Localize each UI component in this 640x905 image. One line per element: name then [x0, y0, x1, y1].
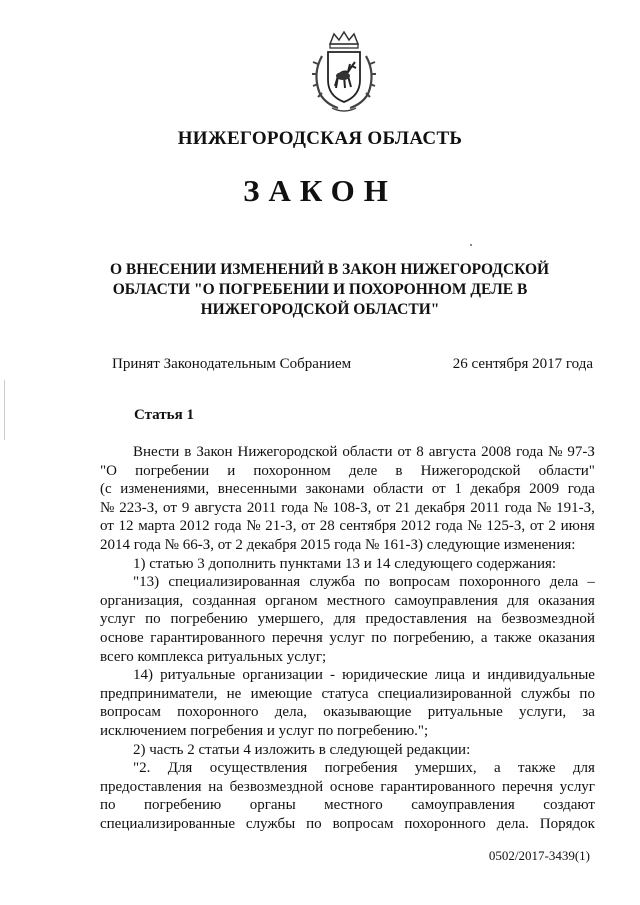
- body-word: и: [227, 462, 236, 479]
- body-word: юридические: [342, 667, 428, 684]
- body-word: области: [342, 444, 393, 460]
- body-word: от: [529, 518, 544, 535]
- body-word: органы: [249, 797, 296, 814]
- body-word: по: [306, 815, 322, 832]
- body-word: по: [579, 685, 595, 702]
- body-word: на: [476, 611, 492, 628]
- body-word: умершего,: [257, 611, 324, 628]
- body-word: №: [313, 499, 328, 516]
- body-word: 2: [548, 518, 556, 535]
- law-title: [110, 260, 550, 320]
- adoption-body: Принят Законодательным Собранием: [112, 356, 352, 372]
- body-word: предоставления: [365, 611, 468, 628]
- body-word: также: [518, 760, 556, 777]
- body-word: от: [431, 481, 446, 498]
- body-line: [100, 517, 595, 536]
- body-word: дела: [549, 574, 579, 591]
- body-word: перечня: [502, 778, 553, 795]
- body-word: на: [208, 778, 223, 795]
- body-word: 2011: [470, 499, 500, 516]
- body-line: [100, 815, 595, 834]
- body-word: специализированная: [168, 574, 301, 591]
- body-word: 14): [133, 667, 153, 684]
- law-title-line: ОБЛАСТИ "О ПОГРЕБЕНИИ И ПОХОРОННОМ ДЕЛЕ В: [112, 281, 528, 298]
- body-word: №: [548, 444, 563, 460]
- body-word: №: [467, 518, 482, 535]
- body-line: [100, 573, 595, 592]
- body-word: 223-З,: [119, 499, 159, 516]
- body-word: года: [281, 499, 309, 516]
- body-word: декабря: [415, 499, 466, 516]
- body-line: 2) часть 2 статьи 4 изложить в следующей редакции:: [133, 741, 471, 758]
- body-word: 1: [454, 481, 462, 498]
- body-word: предоставления: [100, 778, 202, 795]
- body-word: самоуправления: [394, 592, 498, 609]
- body-word: 9: [181, 499, 190, 516]
- body-word: для: [333, 611, 356, 628]
- body-word: погребению,: [393, 629, 475, 646]
- body-word: года: [504, 499, 532, 516]
- body-word: №: [100, 499, 115, 516]
- body-word: Нижегородской: [420, 462, 521, 479]
- body-word: также: [494, 629, 532, 646]
- body-word: за: [582, 704, 595, 721]
- body-word: 191-З,: [556, 499, 595, 516]
- body-word: изменениями,: [120, 481, 210, 498]
- body-word: дела,: [274, 704, 307, 721]
- body-word: 12: [118, 518, 134, 535]
- body-line: [100, 666, 595, 685]
- body-line: 2014 года № 66-З, от 2 декабря 2015 года № 161-З) следующие изменения:: [100, 536, 576, 553]
- body-word: лица: [434, 667, 466, 684]
- body-word: 2008: [481, 444, 512, 460]
- body-word: Закон: [196, 444, 233, 460]
- body-word: -: [329, 667, 335, 684]
- body-line: [100, 629, 595, 648]
- body-word: 108-З,: [332, 499, 372, 516]
- body-word: по: [371, 629, 387, 646]
- body-word: 2009: [529, 481, 560, 498]
- body-word: услуг: [100, 611, 136, 628]
- body-word: "13): [133, 574, 160, 591]
- body-word: и: [472, 667, 481, 684]
- body-word: погребению: [170, 611, 248, 628]
- body-word: гарантированного: [380, 778, 496, 795]
- body-word: погребении: [135, 462, 210, 479]
- body-word: создают: [543, 797, 595, 814]
- body-word: в: [395, 462, 403, 479]
- body-line: [100, 685, 595, 704]
- body-word: года: [435, 518, 463, 535]
- body-word: августа: [194, 499, 242, 516]
- body-word: погребению: [144, 797, 222, 814]
- body-word: законами: [305, 481, 365, 498]
- body-word: деле: [348, 462, 378, 479]
- body-word: услуг: [329, 629, 365, 646]
- body-word: оказывающие: [323, 704, 412, 721]
- body-word: №: [536, 499, 552, 516]
- body-word: местного: [324, 797, 383, 814]
- body-word: 2012: [400, 518, 431, 535]
- body-word: гарантированного: [150, 629, 266, 646]
- coat-of-arms-icon: [308, 30, 380, 114]
- body-word: осуществления: [209, 760, 308, 777]
- body-line: [100, 592, 595, 611]
- body-word: 2011: [246, 499, 277, 516]
- scan-edge-mark: [4, 380, 5, 440]
- body-word: Внести: [133, 444, 180, 460]
- law-title-line: НИЖЕГОРОДСКОЙ ОБЛАСТИ": [200, 301, 440, 318]
- body-word: служба: [309, 574, 356, 591]
- body-word: Порядок: [539, 815, 595, 832]
- body-word: сентября: [339, 518, 397, 535]
- body-word: основе: [100, 629, 144, 646]
- body-word: "2.: [133, 760, 151, 777]
- body-word: специализированной: [377, 685, 512, 702]
- body-word: службы: [245, 815, 296, 832]
- body-word: 21-З,: [265, 518, 297, 535]
- law-body-text: [100, 443, 595, 833]
- body-word: индивидуальные: [487, 667, 595, 684]
- body-word: вопросам: [100, 704, 161, 721]
- body-word: основе: [329, 778, 374, 795]
- body-word: 2012: [179, 518, 210, 535]
- body-word: похоронного: [459, 574, 541, 591]
- article-heading: Статья 1: [134, 407, 194, 423]
- body-word: декабря: [470, 481, 521, 498]
- body-word: не: [226, 685, 242, 702]
- body-word: для: [572, 760, 595, 777]
- body-word: безвозмездной: [501, 611, 595, 628]
- body-word: области": [538, 462, 595, 479]
- body-word: а: [480, 629, 488, 646]
- body-word: дела.: [496, 815, 529, 832]
- body-word: 28: [319, 518, 335, 535]
- body-line: [100, 703, 595, 722]
- body-word: погребения: [324, 760, 398, 777]
- body-word: ритуальные: [427, 704, 503, 721]
- body-line: [100, 499, 595, 518]
- body-line: исключением погребения и услуг по погребению.";: [100, 722, 429, 739]
- body-line: [100, 610, 595, 629]
- body-word: а: [494, 760, 501, 777]
- body-word: оказания: [538, 592, 595, 609]
- body-line: 1) статью 3 дополнить пунктами 13 и 14 следующего содержания:: [133, 555, 557, 572]
- body-word: организации: [242, 667, 323, 684]
- body-word: в: [184, 444, 192, 460]
- body-word: по: [100, 797, 116, 814]
- body-word: по: [145, 611, 161, 628]
- body-word: ритуальные: [160, 667, 236, 684]
- body-word: вопросам: [389, 574, 450, 591]
- body-line: [100, 796, 595, 815]
- body-word: от: [376, 499, 391, 516]
- body-word: для: [507, 592, 530, 609]
- body-word: 21: [395, 499, 411, 516]
- body-line: [100, 759, 595, 778]
- body-word: похоронного: [404, 815, 486, 832]
- body-word: марта: [138, 518, 175, 535]
- body-word: вопросам: [332, 815, 394, 832]
- body-word: внесенными: [217, 481, 298, 498]
- body-word: Для: [167, 760, 193, 777]
- body-word: от: [100, 518, 114, 535]
- body-word: от: [163, 499, 177, 516]
- body-word: августа: [428, 444, 477, 460]
- body-word: предприниматели,: [100, 685, 218, 702]
- body-word: службы: [520, 685, 571, 702]
- document-code: 0502/2017-3439(1): [488, 848, 590, 863]
- body-line: [100, 462, 595, 481]
- body-word: органом: [265, 592, 318, 609]
- body-word: созданная: [192, 592, 256, 609]
- body-word: 125-З,: [486, 518, 526, 535]
- body-word: (с: [100, 481, 112, 498]
- body-word: года: [214, 518, 242, 535]
- body-word: имеющие: [250, 685, 313, 702]
- body-word: перечня: [271, 629, 323, 646]
- body-line: [100, 778, 595, 797]
- body-word: от: [301, 518, 315, 535]
- body-line: [100, 480, 595, 499]
- body-word: №: [246, 518, 261, 535]
- body-word: по: [364, 574, 380, 591]
- body-word: организация,: [100, 592, 184, 609]
- body-word: оказания: [538, 629, 595, 646]
- body-word: статуса: [321, 685, 369, 702]
- body-word: самоуправления: [411, 797, 515, 814]
- adoption-date: 26 сентября 2017 года: [452, 356, 593, 372]
- body-word: от: [397, 444, 412, 460]
- region-heading: НИЖЕГОРОДСКАЯ ОБЛАСТЬ: [177, 128, 463, 149]
- body-word: безвозмездной: [229, 778, 324, 795]
- scan-speck: [470, 244, 472, 246]
- body-word: умерших,: [414, 760, 477, 777]
- body-word: года: [567, 481, 595, 498]
- law-title-line: О ВНЕСЕНИИ ИЗМЕНЕНИЙ В ЗАКОН НИЖЕГОРОДСКОЙ: [110, 261, 550, 278]
- body-word: 8: [416, 444, 424, 460]
- body-word: специализированные: [100, 815, 235, 832]
- body-word: похоронном: [253, 462, 331, 479]
- body-word: "О: [100, 462, 117, 479]
- body-word: услуг: [559, 778, 595, 795]
- body-line: [100, 443, 595, 462]
- body-line: всего комплекса ритуальных услуг;: [100, 648, 327, 665]
- body-word: 97-З: [567, 444, 595, 460]
- body-word: Нижегородской: [237, 444, 338, 460]
- document-type-heading: ЗАКОН: [243, 173, 397, 208]
- body-word: услуги,: [519, 704, 567, 721]
- body-word: –: [587, 574, 595, 591]
- body-word: похоронного: [177, 704, 259, 721]
- body-word: области: [373, 481, 424, 498]
- body-word: года: [516, 444, 544, 460]
- body-word: июня: [560, 518, 595, 535]
- body-word: местного: [326, 592, 386, 609]
